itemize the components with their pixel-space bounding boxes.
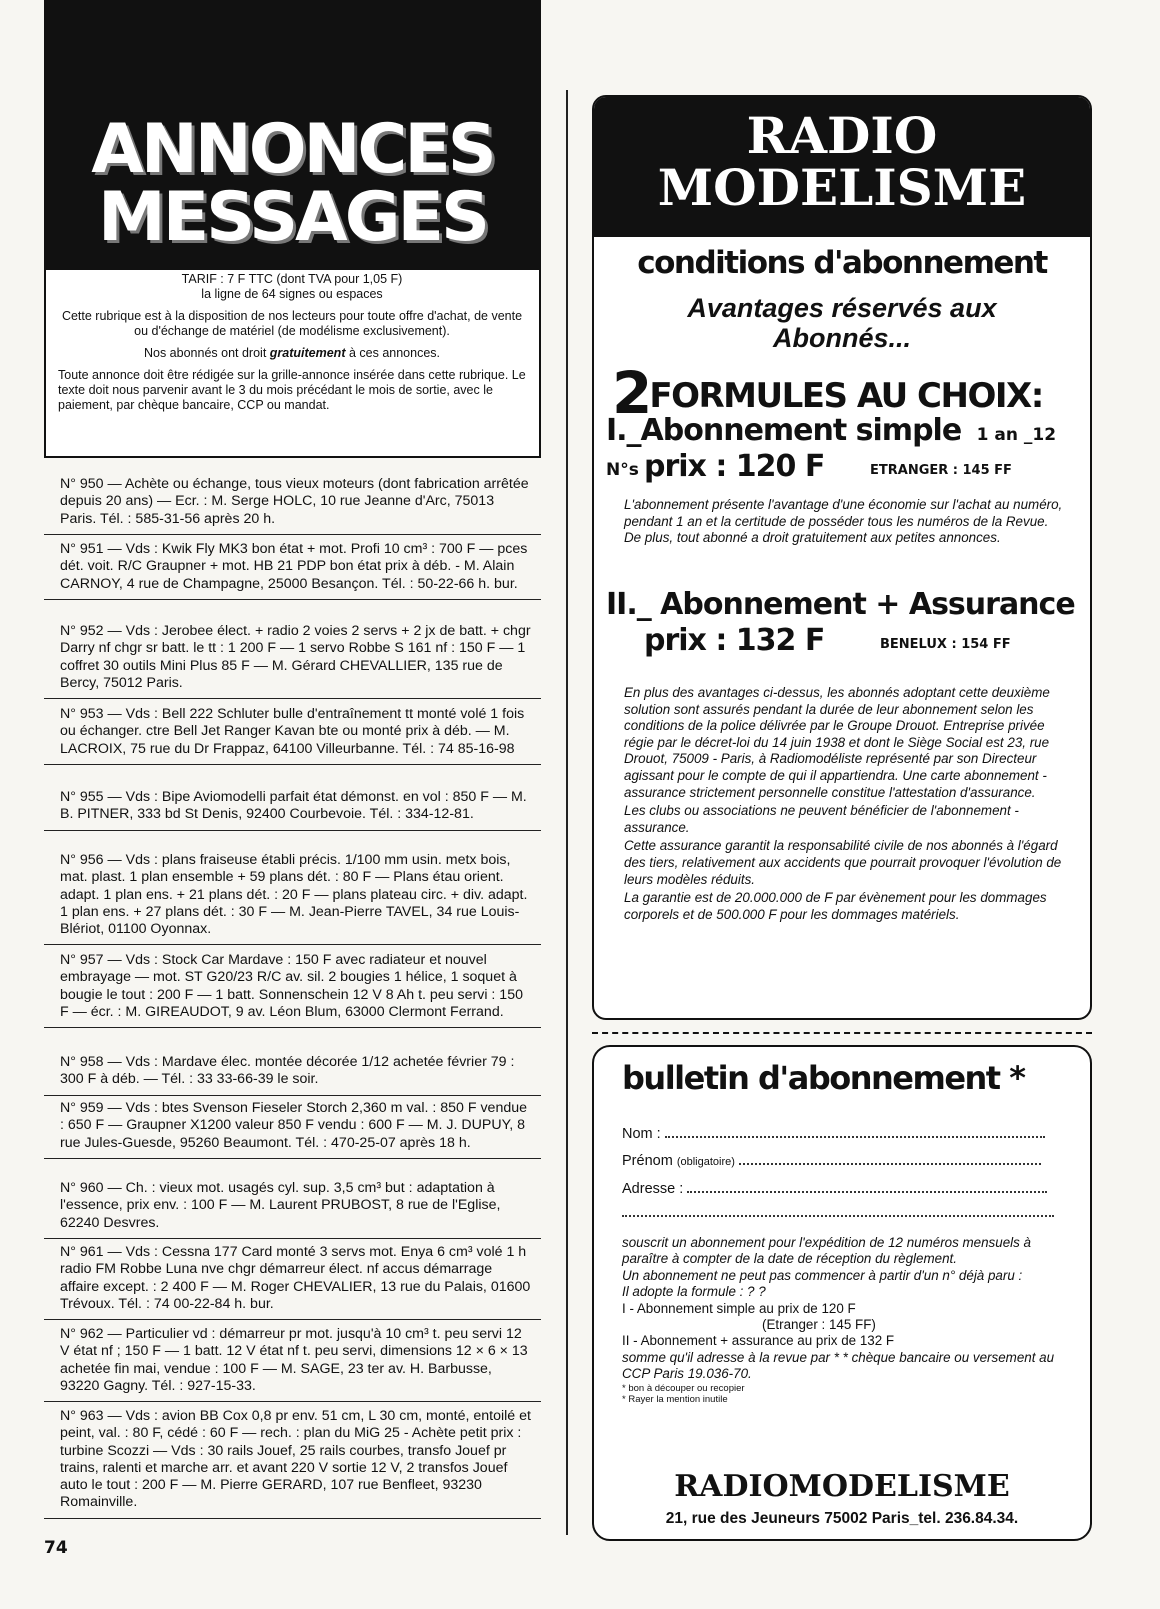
annonces-title-banner: [44, 0, 541, 270]
ad-956: N° 956 — Vds : plans fraiseuse établi précis. 1/100 mm usin. metx bois, mat. plast. 1 plan ensemble + 59 plans dét. : 80 F — Plans étau orient. adapt. 1 plan ens. + 21 plans dét. : 20 F — plans plateau circ. + div. adapt. 1 plan ens. + 27 plans dét. : 30 F — M. Jean-Pierre TAVEL, 34 rue Louis-Blériot, 01100 Oyonnax.: [44, 846, 541, 945]
nom-row: [622, 1124, 1045, 1142]
ad-952: N° 952 — Vds : Jerobee élect. + radio 2 voies 2 servs + 2 jx de batt. + chgr Darry nf chgr sr batt. le tt : 1 200 F — 1 servo Robbe S 161 nf : 150 F — 1 coffret 30 outils Mini Plus 85 F — M. Gérard CHEVALLIER, 135 rue de Bercy, 75012 Paris.: [44, 617, 541, 699]
formule-1-description: L'abonnement présente l'avantage d'une économie sur l'achat au numéro, pendant 1 an et la certitude de posséder tous les numéros de la Revue. De plus, tout abonné a droit gratuitement aux petites annonces.: [624, 497, 1063, 546]
formule-2-price: prix : 132 F: [644, 623, 825, 658]
ad-963: N° 963 — Vds : avion BB Cox 0,8 pr env. 51 cm, L 30 cm, monté, entoilé et peint, val. : 80 F, cédé : 60 F — rech. : plan du MiG 25 - Achète petit prix : turbine Scozzi — Vds : 30 rails Jouef, 25 rails courbes, transfo Jouef pr trains, ralenti et marche arr. et avant 220 V sortie 12 V, 2 transfos Jouef auto le tout : 200 F — M. Pierre GERARD, 107 rue Benfleet, 93230 Romainville.: [44, 1402, 541, 1519]
ad-958: N° 958 — Vds : Mardave élec. montée décorée 1/12 achetée février 79 : 300 F à déb. — Tél. : 33 33-66-39 le soir.: [44, 1048, 541, 1096]
publisher-address: 21, rue des Jeuneurs 75002 Paris_tel. 236.84.34.: [665, 1510, 1019, 1527]
nom-field[interactable]: [665, 1124, 1045, 1138]
bulletin-title: bulletin d'abonnement *: [622, 1059, 1025, 1097]
adresse-field[interactable]: [687, 1179, 1047, 1193]
page-number: 74: [44, 1538, 68, 1558]
prenom-label: Prénom: [622, 1153, 673, 1169]
abonnes-text: Nos abonnés ont droit gratuitement à ces annonces.: [143, 346, 441, 360]
conditions-box: [592, 95, 1092, 1020]
title-modelisme: MODELISME: [657, 158, 1027, 217]
somme-text: somme qu'il adresse à la revue par * * chèque bancaire ou versement au CCP Paris 19.036-70.: [622, 1349, 1055, 1382]
ad-959: N° 959 — Vds : btes Svenson Fieseler Storch 2,360 m val. : 850 F vendue : 650 F — Graupner X1200 valeur 850 F vendu : 600 F — M. J. DUPUY, 8 rue Jules-Guesde, 95260 Beaumont. Tél. : 470-25-07 après 18 h.: [44, 1094, 541, 1159]
note-rayer: * Rayer la mention inutile: [622, 1393, 728, 1405]
column-divider: [566, 90, 568, 1535]
option-2[interactable]: II - Abonnement + assurance au prix de 132 F: [622, 1333, 895, 1349]
ad-950: N° 950 — Achète ou échange, tous vieux moteurs (dont fabrication arrêtée depuis 20 ans) — Ecr. : M. Serge HOLC, 10 rue Jeanne d'Arc, 75013 Paris. Tél. : 585-31-56 après 20 h.: [44, 470, 541, 535]
option-1-etranger: (Etranger : 145 FF): [762, 1317, 876, 1333]
radio-modelisme-banner: [594, 97, 1090, 237]
adresse-row: [622, 1179, 1047, 1197]
adresse-label: Adresse :: [622, 1181, 684, 1197]
title-messages: MESSAGES: [98, 178, 487, 257]
avantages-line2: Abonnés...: [772, 323, 911, 353]
ad-961: N° 961 — Vds : Cessna 177 Card monté 3 servs mot. Enya 6 cm³ volé 1 h radio FM Robbe Luna nve chgr démarreur élect. nf accus démarrage affaire except. : 2 400 F — M. Roger CHEVALIER, 13 rue du Palais, 01600 Trévoux. Tél. : 74 00-22-84 h. bur.: [44, 1238, 541, 1320]
nom-label: Nom :: [622, 1126, 661, 1142]
note-decouper: * bon à découper ou recopier: [622, 1382, 745, 1394]
option-1[interactable]: I - Abonnement simple au prix de 120 F: [622, 1300, 856, 1316]
bulletin-text: [622, 1235, 1072, 1405]
toute-annonce-text: Toute annonce doit être rédigée sur la grille-annonce insérée dans cette rubrique. Le texte doit nous parvenir avant le 3 du mois précédant le mois de sortie, avec le paiement, par chèque bancaire, CCP ou mandat.: [58, 368, 526, 412]
adresse-field-2[interactable]: [622, 1203, 1054, 1217]
bulletin-form: [592, 1045, 1092, 1541]
ad-951: N° 951 — Vds : Kwik Fly MK3 bon état + mot. Profi 10 cm³ : 700 F — pces dét. voit. R/C Graupner + mot. HB 21 PDP bon état prix à déb. - M. Alain CARNOY, 4 rue de Champagne, 25000 Besançon. Tél. : 50-22-66 h. bur.: [44, 535, 541, 600]
title-radio: RADIO: [746, 106, 938, 165]
ad-953: N° 953 — Vds : Bell 222 Schluter bulle d'entraînement tt monté volé 1 fois ou échanger. ctre Bell Jet Ranger Kavan bte ou monté prix à déb. — M. LACROIX, 75 rue du Dr Frappaz, 64100 Villeurbanne. Tél. : 74 85-16-98: [44, 700, 541, 765]
souscrit-text: souscrit un abonnement pour l'expédition de 12 numéros mensuels à paraître à compter de la date de réception du règlement.: [622, 1235, 1031, 1267]
rubrique-text: Cette rubrique est à la disposition de nos lecteurs pour toute offre d'achat, de vente ou d'échange de matériel (de modélisme exclusivement).: [61, 309, 523, 338]
ad-962: N° 962 — Particulier vd : démarreur pr mot. jusqu'à 10 cm³ t. peu servi 12 V état nf ; 150 F — 1 batt. 12 V état nf t. peu servi, dimensions 12 × 6 × 13 achetée fin mai, vendue : 100 F — M. SAGE, 23 ter av. H. Barbusse, 93220 Gagny. Tél. : 927-15-33.: [44, 1320, 541, 1402]
conditions-heading: conditions d'abonnement: [637, 245, 1047, 281]
formule-1-title: I._Abonnement simple 1 an _12 N°s: [606, 413, 1057, 480]
cut-line: [592, 1032, 1092, 1034]
formule-1-price: prix : 120 F: [644, 449, 825, 484]
adresse-row-2: [622, 1203, 1054, 1221]
ne-peut-text: Un abonnement ne peut pas commencer à partir d'un n° déjà paru :: [622, 1267, 1023, 1283]
avantages-line1: Avantages réservés aux: [687, 293, 997, 323]
formule-2-benelux: BENELUX : 154 FF: [880, 637, 1011, 652]
prenom-row: [622, 1151, 1041, 1169]
publisher-name: RADIOMODELISME: [674, 1469, 1010, 1504]
tarif-text: TARIF : 7 F TTC (dont TVA pour 1,05 F): [181, 272, 403, 286]
ad-957: N° 957 — Vds : Stock Car Mardave : 150 F avec radiateur et nouvel embrayage — mot. ST G20/23 R/C av. sil. 2 bougies 1 hélice, 1 soquet à bougie le tout : 200 F — 1 batt. Sonnenschein 12 V 8 Ah t. peu servi : 150 F — écr. : M. GIREAUDOT, 9 av. Léon Blum, 63000 Clermont Ferrand.: [44, 946, 541, 1028]
formule-2-description: En plus des avantages ci-dessus, les abonnés adoptant cette deuxième solution sont assurés pendant la durée de leur abonnement selon les conditions de la police délivrée par le Groupe Drouot. Entreprise privée régie par le décret-loi du 14 juin 1938 et dont le Siège Social est 23, rue Drouot, 75009 - Paris, à Radiomodéliste représenté par son Directeur agissant pour le compte de qui il appartiendra. Une carte abonnement - assurance strictement personnelle constitue l'attestation d'assurance. Les clubs ou associations ne peuvent bénéficier de l'abonnement - assurance. Cette assurance garantit la responsabilité civile de nos abonnés à l'égard des tiers, relativement aux accidents que pourrait provoquer l'évolution de leurs modèles réduits. La garantie est de 20.000.000 de F par évènement pour les dommages corporels et de 500.000 F pour les dommages matériels.: [624, 685, 1062, 922]
prenom-field[interactable]: [739, 1151, 1041, 1165]
prenom-note: (obligatoire): [676, 1156, 735, 1168]
formules-heading: 2FORMULES AU CHOIX:: [612, 359, 1043, 427]
ad-955: N° 955 — Vds : Bipe Aviomodelli parfait état démonst. en vol : 850 F — M. B. PITNER, 333 bd St Denis, 92400 Courbevoie. Tél. : 334-12-81.: [44, 783, 541, 831]
title-annonces: ANNONCES: [91, 110, 494, 189]
adopte-text: Il adopte la formule : ? ?: [622, 1284, 766, 1300]
ligne-text: la ligne de 64 signes ou espaces: [201, 287, 383, 301]
formule-1-etranger: ETRANGER : 145 FF: [870, 463, 1012, 478]
ad-960: N° 960 — Ch. : vieux mot. usagés cyl. sup. 3,5 cm³ but : adaptation à l'essence, prix env. : 100 F — M. Laurent PRUBOST, 8 rue de l'Eglise, 62240 Desvres.: [44, 1174, 541, 1239]
formule-2-title: II._ Abonnement + Assurance: [606, 587, 1075, 622]
